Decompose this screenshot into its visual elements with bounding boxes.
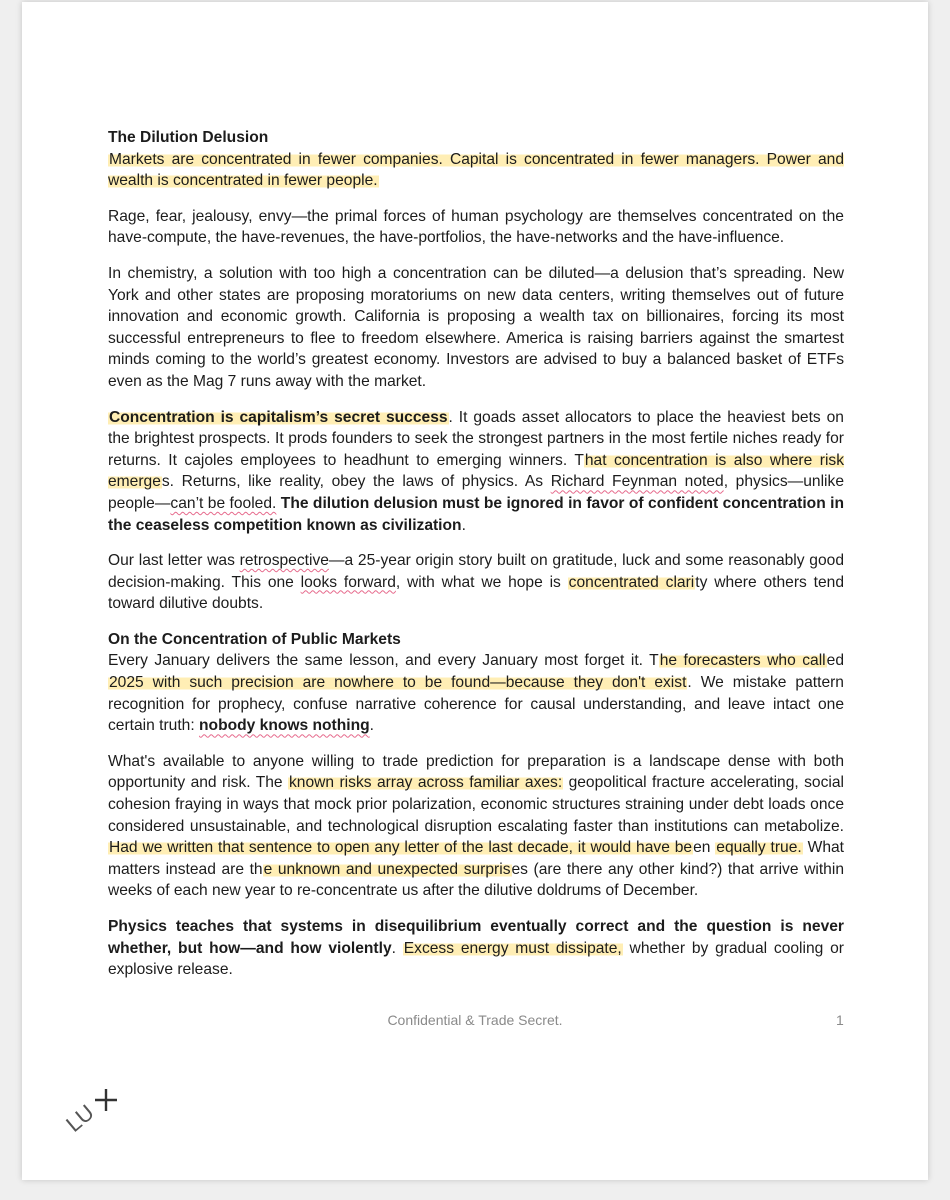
highlight: Markets are concentrated in fewer companies. Capital is concentrated in fewer managers. Power and wealth is concentrated in fewer people. bbox=[108, 150, 844, 190]
text-run: , with what we hope is bbox=[395, 573, 568, 591]
highlight: he forecasters who call bbox=[659, 652, 826, 670]
underlined-text: retrospective bbox=[239, 552, 329, 570]
text-run: —a 25-year origin story built on gratitude, luck and some reasonably good decision-making. This one bbox=[108, 552, 844, 591]
paragraph-1 bbox=[108, 127, 844, 192]
text-run: What's available to anyone willing to trade prediction for preparation is a landscape dense with both opportunity and risk. The bbox=[108, 752, 844, 792]
paragraph-6 bbox=[108, 629, 844, 737]
text-run: . It goads asset allocators to place the heaviest bets on the brightest prospects. It prods founders to seek the strongest partners in the most fertile niches ready for returns. It cajoles employees to headhunt to emerging winners. T bbox=[108, 408, 844, 469]
logo-text: LU bbox=[61, 1099, 99, 1137]
paragraph-5 bbox=[108, 550, 844, 615]
page-number: 1 bbox=[836, 1012, 844, 1028]
highlight: 2025 with such precision are nowhere to be found—because they don't exist bbox=[109, 674, 687, 692]
bold-text: The dilution delusion must be ignored in favor of confident concentration in the ceaseless competition known as civilization bbox=[108, 494, 844, 534]
highlight: Had we written that sentence to open any letter of the last decade, it would have be bbox=[109, 839, 693, 857]
text-run: Our last letter was bbox=[108, 552, 240, 570]
text-run: es (are there any other kind?) that arrive within weeks of each new year to re-concentrate us after the dilutive doldrums of December. bbox=[108, 860, 844, 900]
confidential-footer: Confidential & Trade Secret. bbox=[387, 1012, 563, 1028]
section-title: On the Concentration of Public Markets bbox=[108, 630, 401, 648]
highlight: e unknown and unexpected surpris bbox=[263, 860, 511, 878]
text-run: Every January delivers the same lesson, and every January most forget it. T bbox=[108, 652, 659, 670]
highlight: known risks array across familiar axes: bbox=[289, 774, 563, 792]
bold-text: Physics teaches that systems in disequilibrium eventually correct and the question is never whether, but how—and how violently bbox=[108, 918, 844, 957]
highlight: Concentration is capitalism’s secret success bbox=[109, 408, 448, 426]
section-title: The Dilution Delusion bbox=[108, 129, 269, 146]
document-page bbox=[22, 2, 928, 1180]
highlight: equally true. bbox=[716, 839, 802, 857]
paragraph-8 bbox=[108, 916, 844, 981]
text-run: What matters instead are th bbox=[108, 839, 844, 878]
highlight: concentrated clari bbox=[568, 573, 695, 591]
text-run: en bbox=[693, 839, 716, 857]
underlined-text: looks forward bbox=[300, 573, 396, 591]
text-run: . bbox=[369, 717, 374, 735]
highlight: Excess energy must dissipate, bbox=[403, 939, 622, 957]
text-run: s. Returns, like reality, obey the laws of physics. As bbox=[161, 473, 551, 491]
text-run: ed bbox=[826, 652, 844, 670]
text-run: geopolitical fracture accelerating, social cohesion fraying in ways that mock prior polarization, economic structures straining under debt loads once considered unsustainable, and technological disruption escalating faster than institutions can metabolize. bbox=[108, 774, 844, 835]
lux-logo bbox=[61, 1087, 128, 1137]
text-run: , physics—unlike people— bbox=[108, 473, 844, 512]
underlined-text: Richard Feynman noted bbox=[550, 473, 724, 491]
paragraph-3: In chemistry, a solution with too high a concentration can be diluted—a delusion that’s spreading. New York and other states are proposing moratoriums on new data centers, writing themselves out of future innovation and economic growth. California is proposing a wealth tax on billionaires, forcing its most successful entrepreneurs to flee to freedom elsewhere. America is raising barriers against the smartest minds coming to the world’s greatest economy. Investors are advised to buy a balanced basket of ETFs even as the Mag 7 runs away with the market. bbox=[108, 264, 844, 390]
text-run: . bbox=[391, 939, 403, 957]
document-body bbox=[108, 127, 844, 995]
highlight: hat concentration is also where risk emerge bbox=[108, 451, 844, 491]
text-run: . We mistake pattern recognition for prophecy, confuse narrative coherence for causal understanding, and leave intact one certain truth: bbox=[108, 674, 844, 735]
underlined-bold-text: nobody knows nothing bbox=[199, 717, 370, 735]
paragraph-2: Rage, fear, jealousy, envy—the primal forces of human psychology are themselves concentrated on the have-compute, the have-revenues, the have-portfolios, the have-networks and the have-influence. bbox=[108, 207, 844, 247]
paragraph-4 bbox=[108, 407, 844, 537]
underlined-text: can’t be fooled. bbox=[170, 494, 277, 512]
paragraph-7 bbox=[108, 751, 844, 902]
text-run: whether by gradual cooling or explosive release. bbox=[108, 939, 844, 979]
text-run: . bbox=[461, 516, 466, 534]
text-run: ty where others tend toward dilutive doubts. bbox=[108, 573, 844, 613]
